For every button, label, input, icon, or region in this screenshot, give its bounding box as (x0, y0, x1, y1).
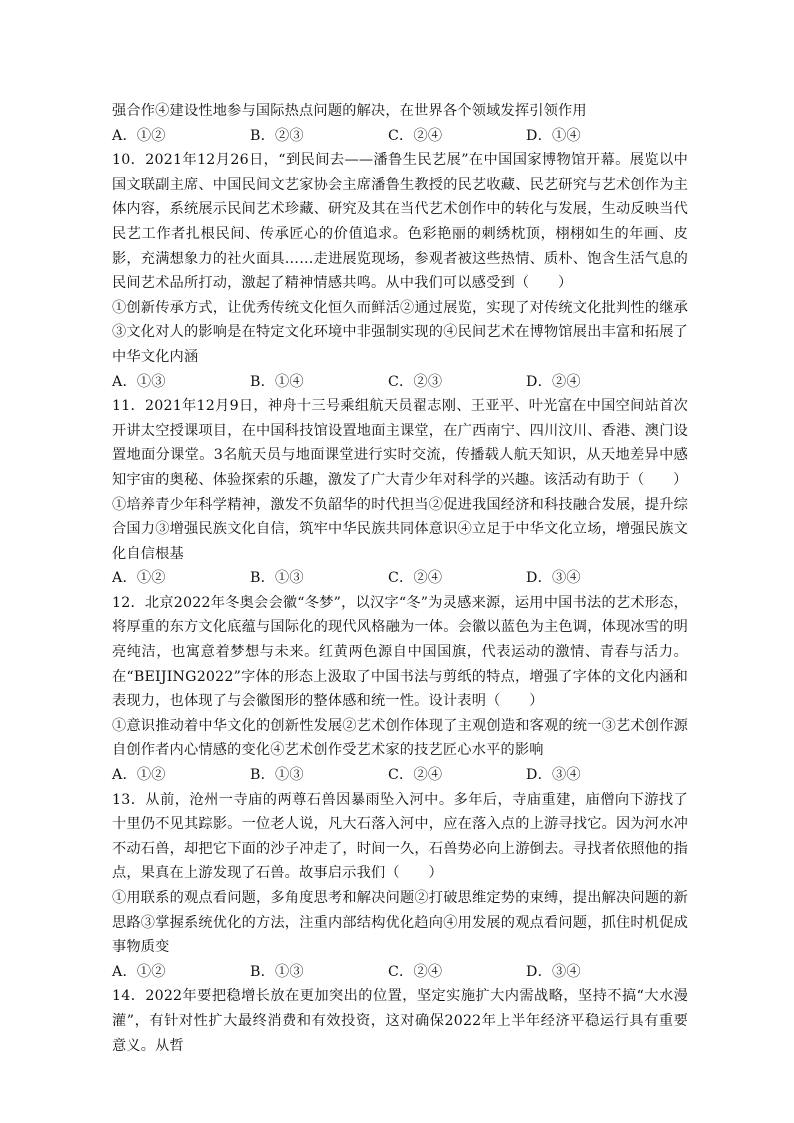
answer-options-row (112, 566, 688, 591)
answer-options-row (112, 763, 688, 788)
question-paragraph: 12．北京2022年冬奥会会徽“冬梦”，以汉字“冬”为灵感来源，运用中国书法的艺术形态，将厚重的东方文化底蕴与国际化的现代风格融为一体。会徽以蓝色为主色调，体现冰雪的明亮纯洁，也寓意着梦想与未来。红黄两色源自中国国旗，代表运动的激情、青春与活力。在“BEIJING2022”字体的形态上汲取了中国书法与剪纸的特点，增强了字体的文化内涵和表现力，也体现了与会徽图形的整体感和统一性。设计表明（ ） (112, 594, 688, 710)
answer-option: C．②④ (388, 570, 443, 587)
answer-option: A．①② (112, 570, 166, 587)
answer-option: A．①② (112, 767, 166, 784)
answer-option: B．①③ (250, 767, 304, 784)
question-paragraph: ①培养青少年科学精神，激发不负韶华的时代担当②促进我国经济和科技融合发展，提升综合国力③增强民族文化自信，筑牢中华民族共同体意识④立足于中华文化立场，增强民族文化自信根基 (112, 496, 688, 562)
question-paragraph: 11．2021年12月9日，神舟十三号乘组航天员翟志刚、王亚平、叶光富在中国空间站首次开讲太空授课项目，在中国科技馆设置地面主课堂，在广西南宁、四川汶川、香港、澳门设置地面分课堂。3名航天员与地面课堂进行实时交流，传播载人航天知识，从天地差异中感知宇宙的奥秘、体验探索的乐趣，激发了广大青少年对科学的兴趣。该活动有助于（ ） (112, 398, 688, 488)
question-paragraph: 14．2022年要把稳增长放在更加突出的位置，坚定实施扩大内需战略，坚持不搞“大水漫灌”，有针对性扩大最终消费和有效投资，这对确保2022年上半年经济平稳运行具有重要意义。从哲 (112, 988, 688, 1054)
answer-option: C．②③ (388, 373, 443, 390)
answer-option: C．②④ (388, 767, 443, 784)
answer-options-row (112, 370, 688, 395)
answer-option: D．③④ (526, 570, 581, 587)
answer-option: D．③④ (526, 767, 581, 784)
answer-option: D．③④ (526, 963, 581, 980)
question-paragraph: ①创新传承方式，让优秀传统文化恒久而鲜活②通过展览，实现了对传统文化批判性的继承③文化对人的影响是在特定文化环境中非强制实现的④民间艺术在博物馆展出丰富和拓展了中华文化内涵 (112, 299, 688, 365)
answer-option: C．②④ (388, 963, 443, 980)
answer-option: D．①④ (526, 127, 581, 144)
question-paragraph: 13．从前，沧州一寺庙的两尊石兽因暴雨坠入河中。多年后，寺庙重建，庙僧向下游找了十里仍不见其踪影。一位老人说，凡大石落入河中，应在落入点的上游寻找它。因为河水冲不动石兽，却把它下面的沙子冲走了，时间一久，石兽势必向上游倒去。寻找者依照他的指点，果真在上游发现了石兽。故事启示我们（ ） (112, 791, 688, 882)
question-paragraph: 强合作④建设性地参与国际热点问题的解决，在世界各个领域发挥引领作用 (112, 103, 587, 119)
answer-option: B．①④ (250, 373, 304, 390)
answer-option: A．①② (112, 963, 166, 980)
answer-options-row (112, 124, 688, 149)
exam-content (112, 99, 688, 1058)
answer-option: D．②④ (526, 373, 581, 390)
answer-option: A．①② (112, 127, 166, 144)
question-paragraph: ①意识推动着中华文化的创新性发展②艺术创作体现了主观创造和客观的统一③艺术创作源自创作者内心情感的变化④艺术创作受艺术家的技艺匠心水平的影响 (112, 717, 688, 759)
question-paragraph: 10．2021年12月26日，“到民间去——潘鲁生民艺展”在中国国家博物馆开幕。展览以中国文联副主席、中国民间文艺家协会主席潘鲁生教授的民艺收藏、民艺研究与艺术创作为主体内容，系统展示民间艺术珍藏、研究及其在当代艺术创作中的转化与发展，生动反映当代民艺工作者扎根民间、传承匠心的价值追求。色彩艳丽的刺绣枕顶，栩栩如生的年画、皮影，充满想象力的社火面具……走进展览现场，参观者被这些热情、质朴、饱含生活气息的民间艺术品所打动，激起了精神情感共鸣。从中我们可以感受到（ ） (112, 152, 688, 292)
question-paragraph: ①用联系的观点看问题，多角度思考和解决问题②打破思维定势的束缚，提出解决问题的新思路③掌握系统优化的方法，注重内部结构优化趋向④用发展的观点看问题，抓住时机促成事物质变 (112, 890, 688, 956)
answer-option: B．②③ (250, 127, 304, 144)
answer-option: B．①③ (250, 570, 304, 587)
answer-options-row (112, 960, 688, 985)
answer-option: A．①③ (112, 373, 166, 390)
answer-option: B．①③ (250, 963, 304, 980)
answer-option: C．②④ (388, 127, 443, 144)
